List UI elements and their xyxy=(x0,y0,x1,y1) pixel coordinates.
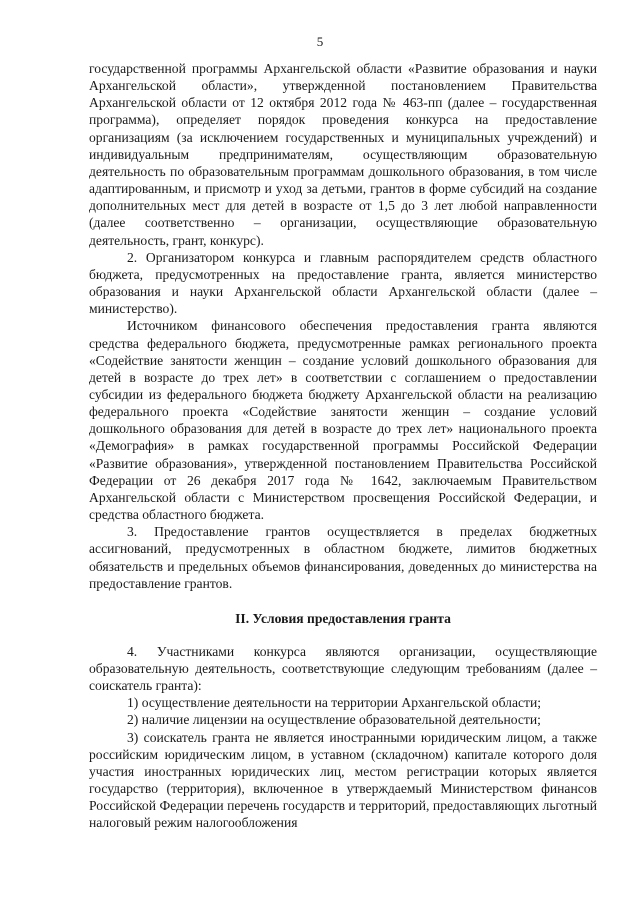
list-item-2: 2) наличие лицензии на осуществление образовательной деятельности; xyxy=(127,712,541,728)
paragraph-4-participants: 4. Участниками конкурса являются организации, осуществляющие образовательную деятельность, соответствующие следующим требованиям (далее – соискатель гранта): xyxy=(89,643,597,694)
page-number: 5 xyxy=(316,34,324,49)
document-body xyxy=(89,60,597,832)
paragraph-funding-source: Источником финансового обеспечения предоставления гранта являются средства федерального бюджета, предусмотренные рамках регионального проекта «Содействие занятости женщин – создание условий дошкольного образования для детей в возрасте до трех лет» в соответствии с соглашением о предоставлении субсидии из федерального бюджета бюджету Архангельской области на реализацию федерального проекта «Содействие занятости женщин – создание условий дошкольного образования для детей в возрасте до трех лет» национального проекта «Демография» в рамках государственной программы Российской Федерации «Развитие образования», утвержденной постановлением Правительства Российской Федерации от 26 декабря 2017 года № 1642, заключаемым Правительством Архангельской области с Министерством просвещения Российской Федерации, и средства областного бюджета. xyxy=(89,318,597,523)
list-item-3: 3) соискатель гранта не является иностранными юридическим лицом, а также российским юридическим лицом, в уставном (складочном) капитале которого доля участия иностранных юридических лиц, местом регистрации которых является государство (территория), включенное в утверждаемый Министерством финансов Российской Федерации перечень государств и территорий, предоставляющих льготный налоговый режим налогообложения xyxy=(89,729,597,831)
section-title: II. Условия предоставления гранта xyxy=(235,610,451,626)
paragraph-3-budget-limits: 3. Предоставление грантов осуществляется в пределах бюджетных ассигнований, предусмотренных в областном бюджете, лимитов бюджетных обязательств и предельных объемов финансирования, доведенных до министерства на предоставление грантов. xyxy=(89,524,597,591)
list-item-1: 1) осуществление деятельности на территории Архангельской области; xyxy=(127,695,542,711)
paragraph-2-organizer: 2. Организатором конкурса и главным распорядителем средств областного бюджета, предусмотренных на предоставление гранта, является министерство образования и науки Архангельской области Архангельской области (далее – министерство). xyxy=(89,249,597,317)
paragraph-intro-continued: государственной программы Архангельской области «Развитие образования и науки Архангельской области», утвержденной постановлением Правительства Архангельской области от 12 октября 2012 года № 463-пп (далее – государственная программа), определяет порядок проведения конкурса на предоставление организациям (за исключением государственных и муниципальных учреждений) и индивидуальным предпринимателям, осуществляющим образовательную деятельность по образовательным программам дошкольного образования, в том числе адаптированным, и присмотр и уход за детьми, грантов в форме субсидий на создание дополнительных мест для детей в возрасте от 1,5 до 3 лет любой направленности (далее соответственно – организации, осуществляющие образовательную деятельность, грант, конкурс). xyxy=(89,61,597,248)
